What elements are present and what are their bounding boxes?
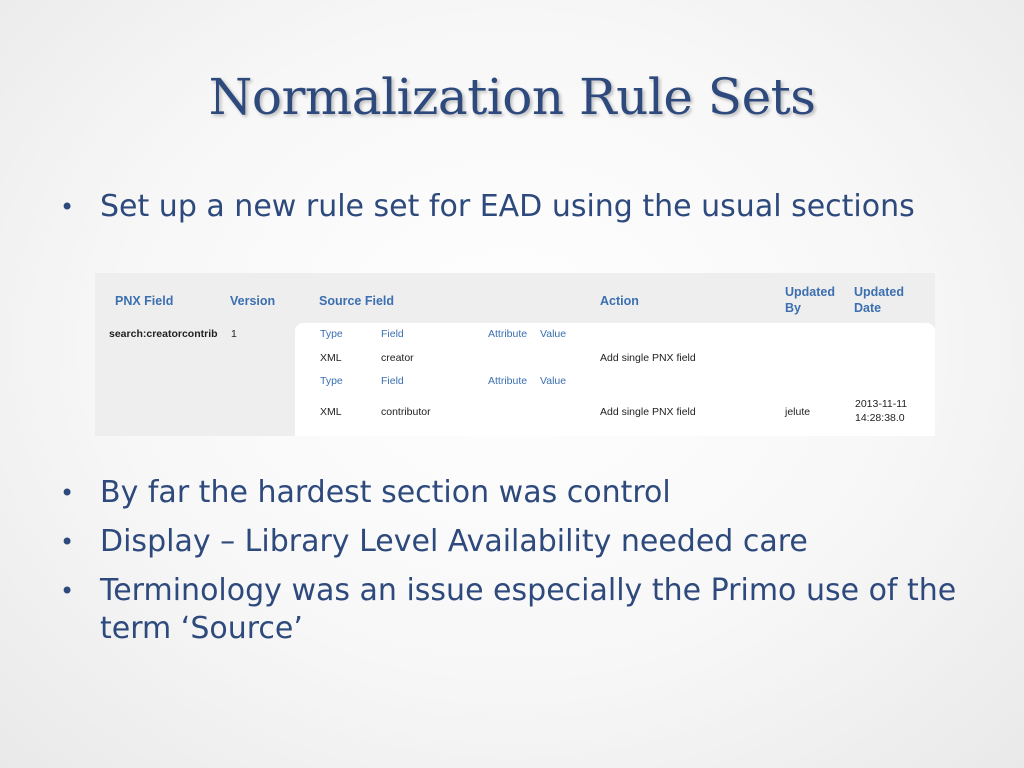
bullet-dot-icon: • xyxy=(60,528,75,556)
bullet-dot-icon: • xyxy=(60,193,75,221)
bullet-text: By far the hardest section was control xyxy=(100,475,671,510)
bullet-dot-icon: • xyxy=(60,479,75,507)
source-field: creator xyxy=(381,352,414,364)
bullet-item xyxy=(60,523,980,561)
subheader-attribute: Attribute xyxy=(488,328,528,340)
subheader-value: Value xyxy=(540,328,567,340)
bullet-text: Terminology was an issue especially the Primo use of the term ‘Source’ xyxy=(100,573,957,646)
source-action: Add single PNX field xyxy=(600,352,696,364)
subheader-type: Type xyxy=(320,375,343,387)
source-action: Add single PNX field xyxy=(600,406,696,418)
source-field-panel xyxy=(295,323,935,436)
bullet-text: Display – Library Level Availability needed care xyxy=(100,524,808,559)
subheader-field: Field xyxy=(381,375,404,387)
bullet-item xyxy=(60,474,980,512)
slide-title: Normalization Rule Sets xyxy=(208,68,816,126)
bullet-list-top xyxy=(60,188,980,226)
header-version: Version xyxy=(230,294,276,308)
header-updated-date: Updated Date xyxy=(854,285,904,315)
header-source-field: Source Field xyxy=(319,294,395,308)
bullet-text: Set up a new rule set for EAD using the usual sections xyxy=(100,189,915,224)
subheader-field: Field xyxy=(381,328,404,340)
bullet-list-bottom xyxy=(60,474,980,659)
bullet-dot-icon: • xyxy=(60,577,75,605)
bullet-item xyxy=(60,188,980,226)
row-pnx-field: search:creatorcontrib xyxy=(109,328,218,340)
header-action: Action xyxy=(600,294,639,308)
header-pnx-field: PNX Field xyxy=(115,294,174,308)
table-header xyxy=(95,273,935,323)
rule-table-screenshot xyxy=(95,273,935,436)
source-type: XML xyxy=(320,352,342,364)
row-updated-by: jelute xyxy=(785,406,811,418)
row-version: 1 xyxy=(231,328,237,340)
subheader-attribute: Attribute xyxy=(488,375,528,387)
bullet-item xyxy=(60,572,980,648)
source-type: XML xyxy=(320,406,342,418)
subheader-type: Type xyxy=(320,328,343,340)
row-updated-date: 2013-11-11 14:28:38.0 xyxy=(855,398,908,424)
source-field: contributor xyxy=(381,406,431,418)
header-updated-by: Updated By xyxy=(785,285,835,315)
subheader-value: Value xyxy=(540,375,567,387)
